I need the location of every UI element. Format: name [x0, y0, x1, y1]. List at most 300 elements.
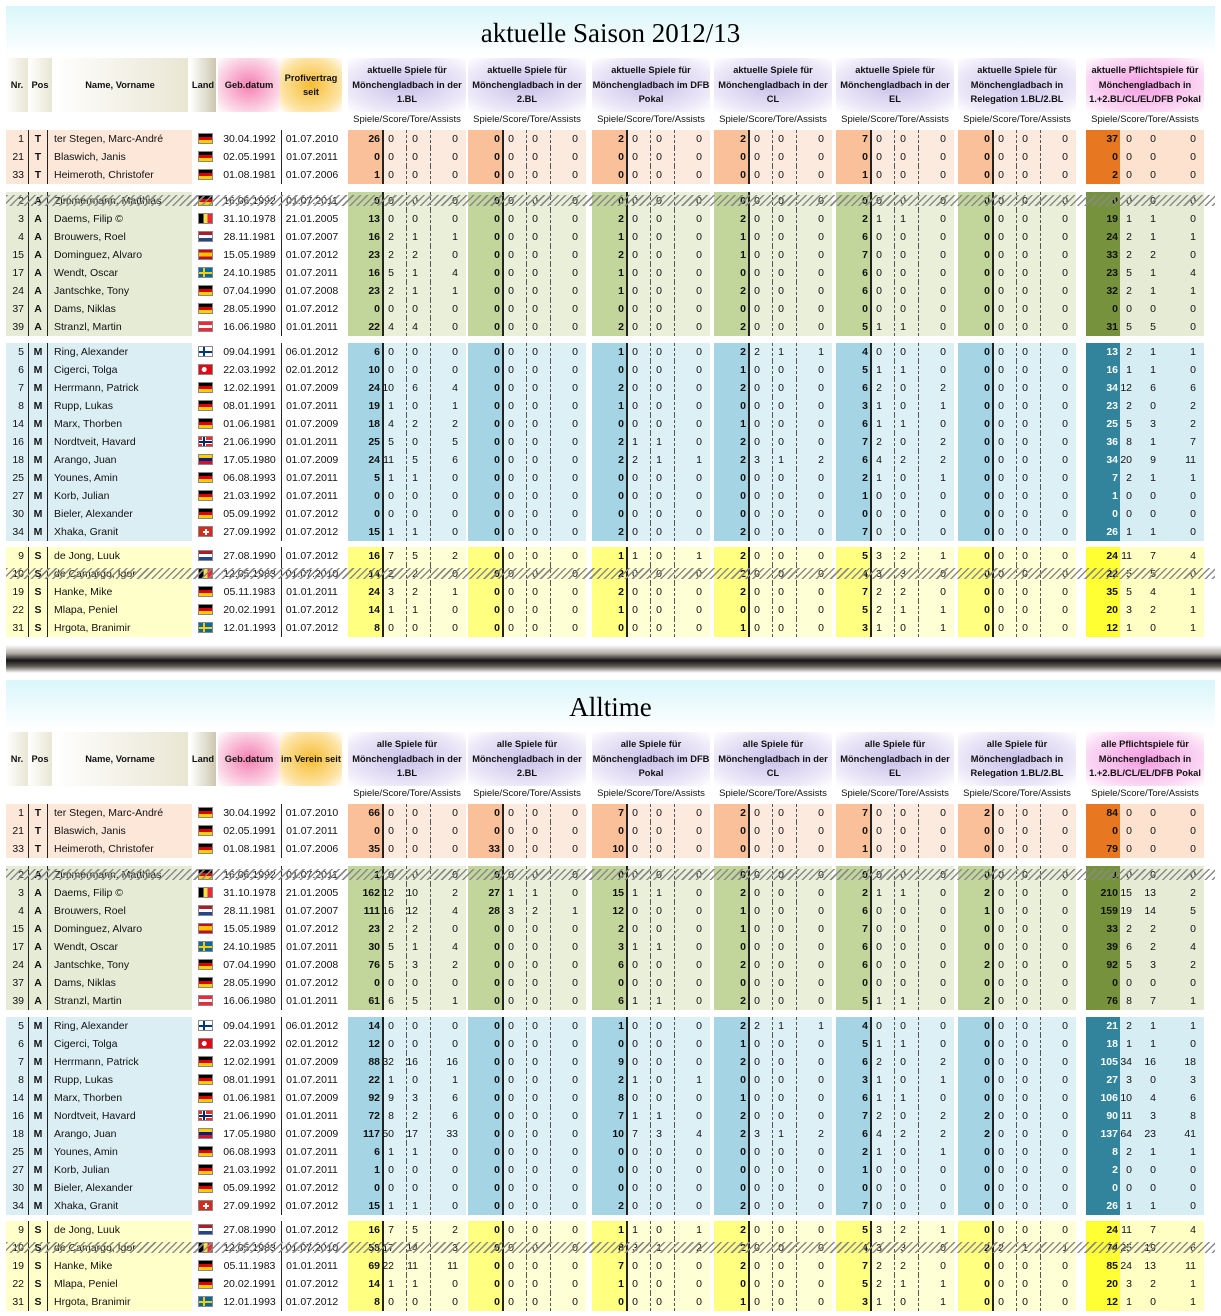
stat-score: 0 [984, 1017, 1004, 1035]
stat-goals: 0 [764, 397, 784, 415]
stat-assists: 0 [542, 397, 578, 415]
player-row[interactable] [0, 866, 1221, 884]
stat-goals: 0 [764, 992, 784, 1010]
stat-assists: 0 [1032, 379, 1068, 397]
player-number: 33 [6, 840, 24, 858]
player-name: Blaswich, Janis [54, 822, 190, 840]
stat-games: 0 [468, 1221, 500, 1239]
stat-score: 0 [494, 264, 514, 282]
stat-goals: 3 [642, 1125, 662, 1143]
club-since: 06.01.2012 [281, 343, 342, 361]
stat-goals: 0 [1008, 1053, 1028, 1071]
header-group-3: alle Spiele für Mönchengladbach im DFB Pokal [592, 732, 710, 786]
player-position: M [28, 451, 48, 469]
stat-assists: 0 [788, 433, 824, 451]
player-row[interactable] [0, 228, 1221, 246]
stat-games: 0 [836, 974, 868, 992]
stat-goals: 11 [398, 1257, 418, 1275]
stat-score: 0 [374, 1017, 394, 1035]
player-row[interactable] [0, 822, 1221, 840]
player-number: 27 [6, 1161, 24, 1179]
stat-goals: 0 [1136, 1293, 1156, 1311]
stat-games: 0 [592, 1035, 624, 1053]
player-name: Xhaka, Granit [54, 1197, 190, 1215]
player-row[interactable] [0, 601, 1221, 619]
stat-goals: 0 [518, 547, 538, 565]
stat-goals: 0 [518, 992, 538, 1010]
stat-goals: 0 [518, 1293, 538, 1311]
stat-assists: 0 [666, 264, 702, 282]
player-row[interactable] [0, 1053, 1221, 1071]
stat-score: 0 [494, 992, 514, 1010]
birthdate: 17.05.1980 [219, 1125, 280, 1143]
player-row[interactable] [0, 246, 1221, 264]
stat-assists: 0 [1032, 210, 1068, 228]
stat-goals: 0 [764, 379, 784, 397]
stat-score: 0 [862, 505, 882, 523]
stat-assists: 0 [910, 282, 946, 300]
player-row[interactable] [0, 920, 1221, 938]
player-row[interactable] [0, 433, 1221, 451]
stat-assists: 0 [1032, 902, 1068, 920]
player-row[interactable] [0, 840, 1221, 858]
stat-games: 0 [958, 822, 990, 840]
stat-assists: 0 [1032, 415, 1068, 433]
player-row[interactable] [0, 1221, 1221, 1239]
stat-score: 4 [374, 415, 394, 433]
stat-games: 5 [836, 361, 868, 379]
header-since: im Verein seit [280, 732, 342, 786]
stat-score: 3 [1112, 601, 1132, 619]
flag-belgium-icon [198, 213, 213, 224]
stat-assists: 0 [422, 361, 458, 379]
stat-assists: 1 [910, 1143, 946, 1161]
player-row[interactable] [0, 974, 1221, 992]
stat-score: 0 [494, 1197, 514, 1215]
stat-goals: 0 [518, 1161, 538, 1179]
stat-score: 5 [1112, 318, 1132, 336]
stat-games: 92 [348, 1089, 380, 1107]
stat-goals: 2 [1136, 601, 1156, 619]
stat-score: 0 [740, 1071, 760, 1089]
stat-assists: 0 [910, 210, 946, 228]
flag-germany-icon [198, 1164, 213, 1175]
stat-goals: 0 [1008, 1275, 1028, 1293]
birthdate: 12.01.1993 [219, 619, 280, 637]
stat-assists: 0 [788, 397, 824, 415]
stat-score: 1 [618, 938, 638, 956]
stat-goals: 0 [398, 1017, 418, 1035]
stat-assists: 0 [910, 822, 946, 840]
player-row[interactable] [0, 1257, 1221, 1275]
stat-assists: 1 [1160, 1017, 1196, 1035]
player-row[interactable] [0, 130, 1221, 148]
player-row[interactable] [0, 1275, 1221, 1293]
stat-goals: 1 [886, 415, 906, 433]
stat-score: 0 [618, 583, 638, 601]
stat-games: 6 [348, 343, 380, 361]
stat-assists: 41 [1160, 1125, 1196, 1143]
stat-assists: 0 [788, 1035, 824, 1053]
stat-score: 1 [374, 469, 394, 487]
player-position: M [28, 397, 48, 415]
player-row[interactable] [0, 487, 1221, 505]
player-row[interactable] [0, 1125, 1221, 1143]
stat-goals: 0 [886, 343, 906, 361]
inactive-hatch [6, 1242, 1215, 1253]
player-row[interactable] [0, 956, 1221, 974]
stat-goals: 1 [642, 992, 662, 1010]
stat-goals: 0 [518, 415, 538, 433]
player-row[interactable] [0, 379, 1221, 397]
player-row[interactable] [0, 523, 1221, 541]
birthdate: 27.09.1992 [219, 1197, 280, 1215]
stat-goals: 0 [764, 1257, 784, 1275]
stat-games: 1 [836, 166, 868, 184]
stat-score: 1 [862, 1071, 882, 1089]
player-row[interactable] [0, 804, 1221, 822]
flag-germany-icon [198, 169, 213, 180]
stat-assists: 0 [1160, 974, 1196, 992]
player-row[interactable] [0, 415, 1221, 433]
stat-score: 2 [374, 246, 394, 264]
player-row[interactable] [0, 1293, 1221, 1311]
stat-goals: 0 [764, 210, 784, 228]
stat-assists: 1 [422, 397, 458, 415]
club-since: 01.07.2008 [281, 282, 342, 300]
header-substats: Spiele/Score/Tore/Assists [346, 788, 468, 799]
club-since: 01.07.2011 [281, 264, 342, 282]
stat-goals: 1 [1136, 1035, 1156, 1053]
player-row[interactable] [0, 300, 1221, 318]
stat-score: 1 [374, 1275, 394, 1293]
player-position: A [28, 264, 48, 282]
stat-goals: 1 [886, 601, 906, 619]
stat-games: 0 [714, 148, 746, 166]
club-since: 01.07.2011 [281, 397, 342, 415]
player-row[interactable] [0, 1035, 1221, 1053]
stat-games: 1 [592, 547, 624, 565]
stat-assists: 0 [788, 148, 824, 166]
player-row[interactable] [0, 505, 1221, 523]
player-name: Hrgota, Branimir [54, 619, 190, 637]
stat-score: 50 [374, 1125, 394, 1143]
player-row[interactable] [0, 1197, 1221, 1215]
stat-goals: 0 [398, 433, 418, 451]
stat-goals: 0 [398, 804, 418, 822]
stat-goals: 0 [764, 1053, 784, 1071]
club-since: 01.07.2011 [281, 938, 342, 956]
player-row[interactable] [0, 1179, 1221, 1197]
player-number: 24 [6, 282, 24, 300]
stat-games: 35 [348, 840, 380, 858]
stat-goals: 0 [764, 264, 784, 282]
stat-assists: 0 [422, 822, 458, 840]
stat-goals: 0 [1008, 601, 1028, 619]
player-row[interactable] [0, 210, 1221, 228]
stat-assists: 0 [1160, 822, 1196, 840]
player-row[interactable] [0, 264, 1221, 282]
stat-goals: 0 [1008, 1143, 1028, 1161]
stat-score: 1 [1112, 523, 1132, 541]
player-row[interactable] [0, 1239, 1221, 1257]
stat-goals: 0 [518, 379, 538, 397]
stat-games: 0 [958, 1293, 990, 1311]
player-row[interactable] [0, 1143, 1221, 1161]
stat-games: 0 [468, 619, 500, 637]
stat-goals: 0 [642, 1143, 662, 1161]
flag-venezuela-icon [198, 1128, 213, 1139]
player-number: 21 [6, 822, 24, 840]
stat-games: 0 [592, 1293, 624, 1311]
stat-assists: 0 [1032, 822, 1068, 840]
stat-assists: 0 [788, 1053, 824, 1071]
player-row[interactable] [0, 318, 1221, 336]
stat-score: 4 [862, 451, 882, 469]
stat-score: 0 [740, 1143, 760, 1161]
club-since: 21.01.2005 [281, 884, 342, 902]
stat-games: 0 [958, 318, 990, 336]
stat-score: 0 [984, 1161, 1004, 1179]
stat-score: 0 [740, 1275, 760, 1293]
stat-assists: 0 [422, 1161, 458, 1179]
stat-games: 1 [958, 902, 990, 920]
flag-finland-icon [198, 346, 213, 357]
stat-games: 2 [958, 956, 990, 974]
stat-assists: 0 [666, 130, 702, 148]
club-since: 01.07.2011 [281, 822, 342, 840]
player-row[interactable] [0, 583, 1221, 601]
stat-games: 2 [714, 1053, 746, 1071]
player-row[interactable] [0, 192, 1221, 210]
player-name: Brouwers, Roel [54, 228, 190, 246]
stat-assists: 0 [542, 619, 578, 637]
stat-games: 25 [348, 433, 380, 451]
stat-games: 1 [592, 343, 624, 361]
stat-assists: 0 [910, 902, 946, 920]
stat-score: 0 [740, 228, 760, 246]
player-number: 34 [6, 1197, 24, 1215]
stat-assists: 0 [1160, 1035, 1196, 1053]
stat-score: 0 [494, 523, 514, 541]
stat-games: 6 [836, 415, 868, 433]
player-position: M [28, 1107, 48, 1125]
stat-goals: 0 [886, 822, 906, 840]
stat-assists: 0 [1032, 1197, 1068, 1215]
stat-assists: 0 [542, 974, 578, 992]
stat-goals: 2 [886, 451, 906, 469]
stat-goals: 0 [1008, 1107, 1028, 1125]
player-row[interactable] [0, 547, 1221, 565]
stat-score: 0 [618, 379, 638, 397]
stat-assists: 0 [666, 343, 702, 361]
stat-games: 7 [836, 920, 868, 938]
stat-games: 10 [348, 361, 380, 379]
stat-goals: 0 [518, 1197, 538, 1215]
stat-games: 33 [468, 840, 500, 858]
stat-goals: 10 [398, 884, 418, 902]
player-row[interactable] [0, 361, 1221, 379]
stat-games: 90 [1086, 1107, 1118, 1125]
stat-games: 1 [714, 246, 746, 264]
stat-assists: 0 [1032, 1293, 1068, 1311]
stat-goals: 3 [1136, 956, 1156, 974]
stat-assists: 1 [1160, 1275, 1196, 1293]
player-number: 1 [6, 804, 24, 822]
stat-score: 0 [618, 523, 638, 541]
stat-games: 0 [958, 523, 990, 541]
stat-assists: 0 [666, 300, 702, 318]
stat-score: 0 [740, 583, 760, 601]
stat-assists: 0 [542, 583, 578, 601]
stat-games: 210 [1086, 884, 1118, 902]
stat-games: 1 [714, 1089, 746, 1107]
player-row[interactable] [0, 397, 1221, 415]
stat-score: 0 [984, 1293, 1004, 1311]
stat-games: 23 [348, 246, 380, 264]
stat-goals: 0 [518, 130, 538, 148]
stat-assists: 0 [542, 469, 578, 487]
stat-score: 0 [862, 804, 882, 822]
stat-assists: 0 [788, 1107, 824, 1125]
player-row[interactable] [0, 343, 1221, 361]
stat-goals: 3 [398, 1089, 418, 1107]
stat-score: 0 [862, 920, 882, 938]
stat-games: 28 [468, 902, 500, 920]
stat-assists: 1 [1160, 992, 1196, 1010]
stat-score: 0 [984, 228, 1004, 246]
player-name: Ring, Alexander [54, 1017, 190, 1035]
stat-games: 2 [714, 379, 746, 397]
stat-assists: 0 [788, 318, 824, 336]
stat-games: 0 [592, 505, 624, 523]
player-row[interactable] [0, 1089, 1221, 1107]
stat-assists: 0 [542, 523, 578, 541]
stat-score: 0 [984, 397, 1004, 415]
stat-games: 0 [958, 1089, 990, 1107]
stat-score: 0 [984, 148, 1004, 166]
stat-assists: 0 [910, 487, 946, 505]
stat-goals: 0 [398, 166, 418, 184]
stat-assists: 0 [788, 505, 824, 523]
stat-assists: 0 [788, 166, 824, 184]
stat-score: 0 [618, 1275, 638, 1293]
stat-games: 1 [714, 619, 746, 637]
stat-games: 2 [836, 469, 868, 487]
stat-assists: 0 [788, 583, 824, 601]
player-row[interactable] [0, 451, 1221, 469]
header-substats: Spiele/Score/Tore/Assists [590, 114, 712, 125]
stat-games: 0 [468, 601, 500, 619]
stat-score: 0 [618, 804, 638, 822]
stat-goals: 1 [886, 1089, 906, 1107]
player-row[interactable] [0, 166, 1221, 184]
header-birthdate: Geb.datum [218, 732, 280, 786]
birthdate: 08.01.1991 [219, 1071, 280, 1089]
stat-assists: 0 [788, 1089, 824, 1107]
stat-goals: 3 [1136, 1107, 1156, 1125]
stat-assists: 0 [422, 1179, 458, 1197]
stat-score: 0 [862, 300, 882, 318]
stat-goals: 0 [518, 938, 538, 956]
player-row[interactable] [0, 902, 1221, 920]
stat-score: 0 [494, 804, 514, 822]
stat-goals: 0 [1136, 1179, 1156, 1197]
club-since: 01.07.2010 [281, 130, 342, 148]
stat-games: 0 [836, 822, 868, 840]
player-row[interactable] [0, 992, 1221, 1010]
stat-score: 0 [494, 974, 514, 992]
stat-score: 8 [374, 1107, 394, 1125]
stat-score: 6 [1112, 938, 1132, 956]
stat-goals: 0 [886, 938, 906, 956]
stat-assists: 0 [422, 130, 458, 148]
player-row[interactable] [0, 884, 1221, 902]
player-row[interactable] [0, 565, 1221, 583]
stat-score: 0 [984, 1143, 1004, 1161]
flag-belgium-icon [198, 887, 213, 898]
player-row[interactable] [0, 1107, 1221, 1125]
birthdate: 20.02.1991 [219, 601, 280, 619]
stat-goals: 0 [642, 583, 662, 601]
stat-score: 2 [862, 601, 882, 619]
stat-goals: 0 [642, 1179, 662, 1197]
stat-score: 0 [1112, 505, 1132, 523]
stat-games: 0 [348, 1179, 380, 1197]
stat-goals: 0 [1008, 210, 1028, 228]
stat-games: 0 [958, 397, 990, 415]
stat-score: 0 [1112, 1179, 1132, 1197]
player-number: 24 [6, 956, 24, 974]
player-row[interactable] [0, 619, 1221, 637]
club-since: 01.07.2009 [281, 379, 342, 397]
stat-score: 0 [740, 487, 760, 505]
player-row[interactable] [0, 1071, 1221, 1089]
player-row[interactable] [0, 938, 1221, 956]
player-row[interactable] [0, 148, 1221, 166]
stat-goals: 0 [642, 1161, 662, 1179]
stat-games: 0 [592, 974, 624, 992]
stat-score: 0 [984, 264, 1004, 282]
stat-games: 0 [468, 956, 500, 974]
stat-goals: 7 [1136, 547, 1156, 565]
stat-games: 7 [836, 130, 868, 148]
player-number: 34 [6, 523, 24, 541]
player-position: S [28, 583, 48, 601]
stat-assists: 0 [788, 1257, 824, 1275]
player-row[interactable] [0, 282, 1221, 300]
stat-goals: 0 [642, 822, 662, 840]
stat-assists: 2 [910, 379, 946, 397]
stat-assists: 2 [788, 451, 824, 469]
stat-games: 2 [1086, 166, 1118, 184]
player-row[interactable] [0, 1161, 1221, 1179]
birthdate: 12.02.1991 [219, 1053, 280, 1071]
header-group-3: aktuelle Spiele für Mönchengladbach im DFB Pokal [592, 58, 710, 112]
stat-games: 20 [1086, 1275, 1118, 1293]
stat-games: 1 [592, 601, 624, 619]
stat-score: 1 [374, 523, 394, 541]
player-row[interactable] [0, 469, 1221, 487]
stat-assists: 0 [1032, 619, 1068, 637]
stat-games: 0 [468, 148, 500, 166]
stat-score: 0 [494, 938, 514, 956]
stat-goals: 1 [398, 1275, 418, 1293]
stat-score: 11 [374, 451, 394, 469]
player-number: 37 [6, 300, 24, 318]
player-row[interactable] [0, 1017, 1221, 1035]
header-group-7: alle Pflichtspiele für Mönchengladbach in 1.+2.BL/CL/EL/DFB Pokal [1086, 732, 1204, 786]
